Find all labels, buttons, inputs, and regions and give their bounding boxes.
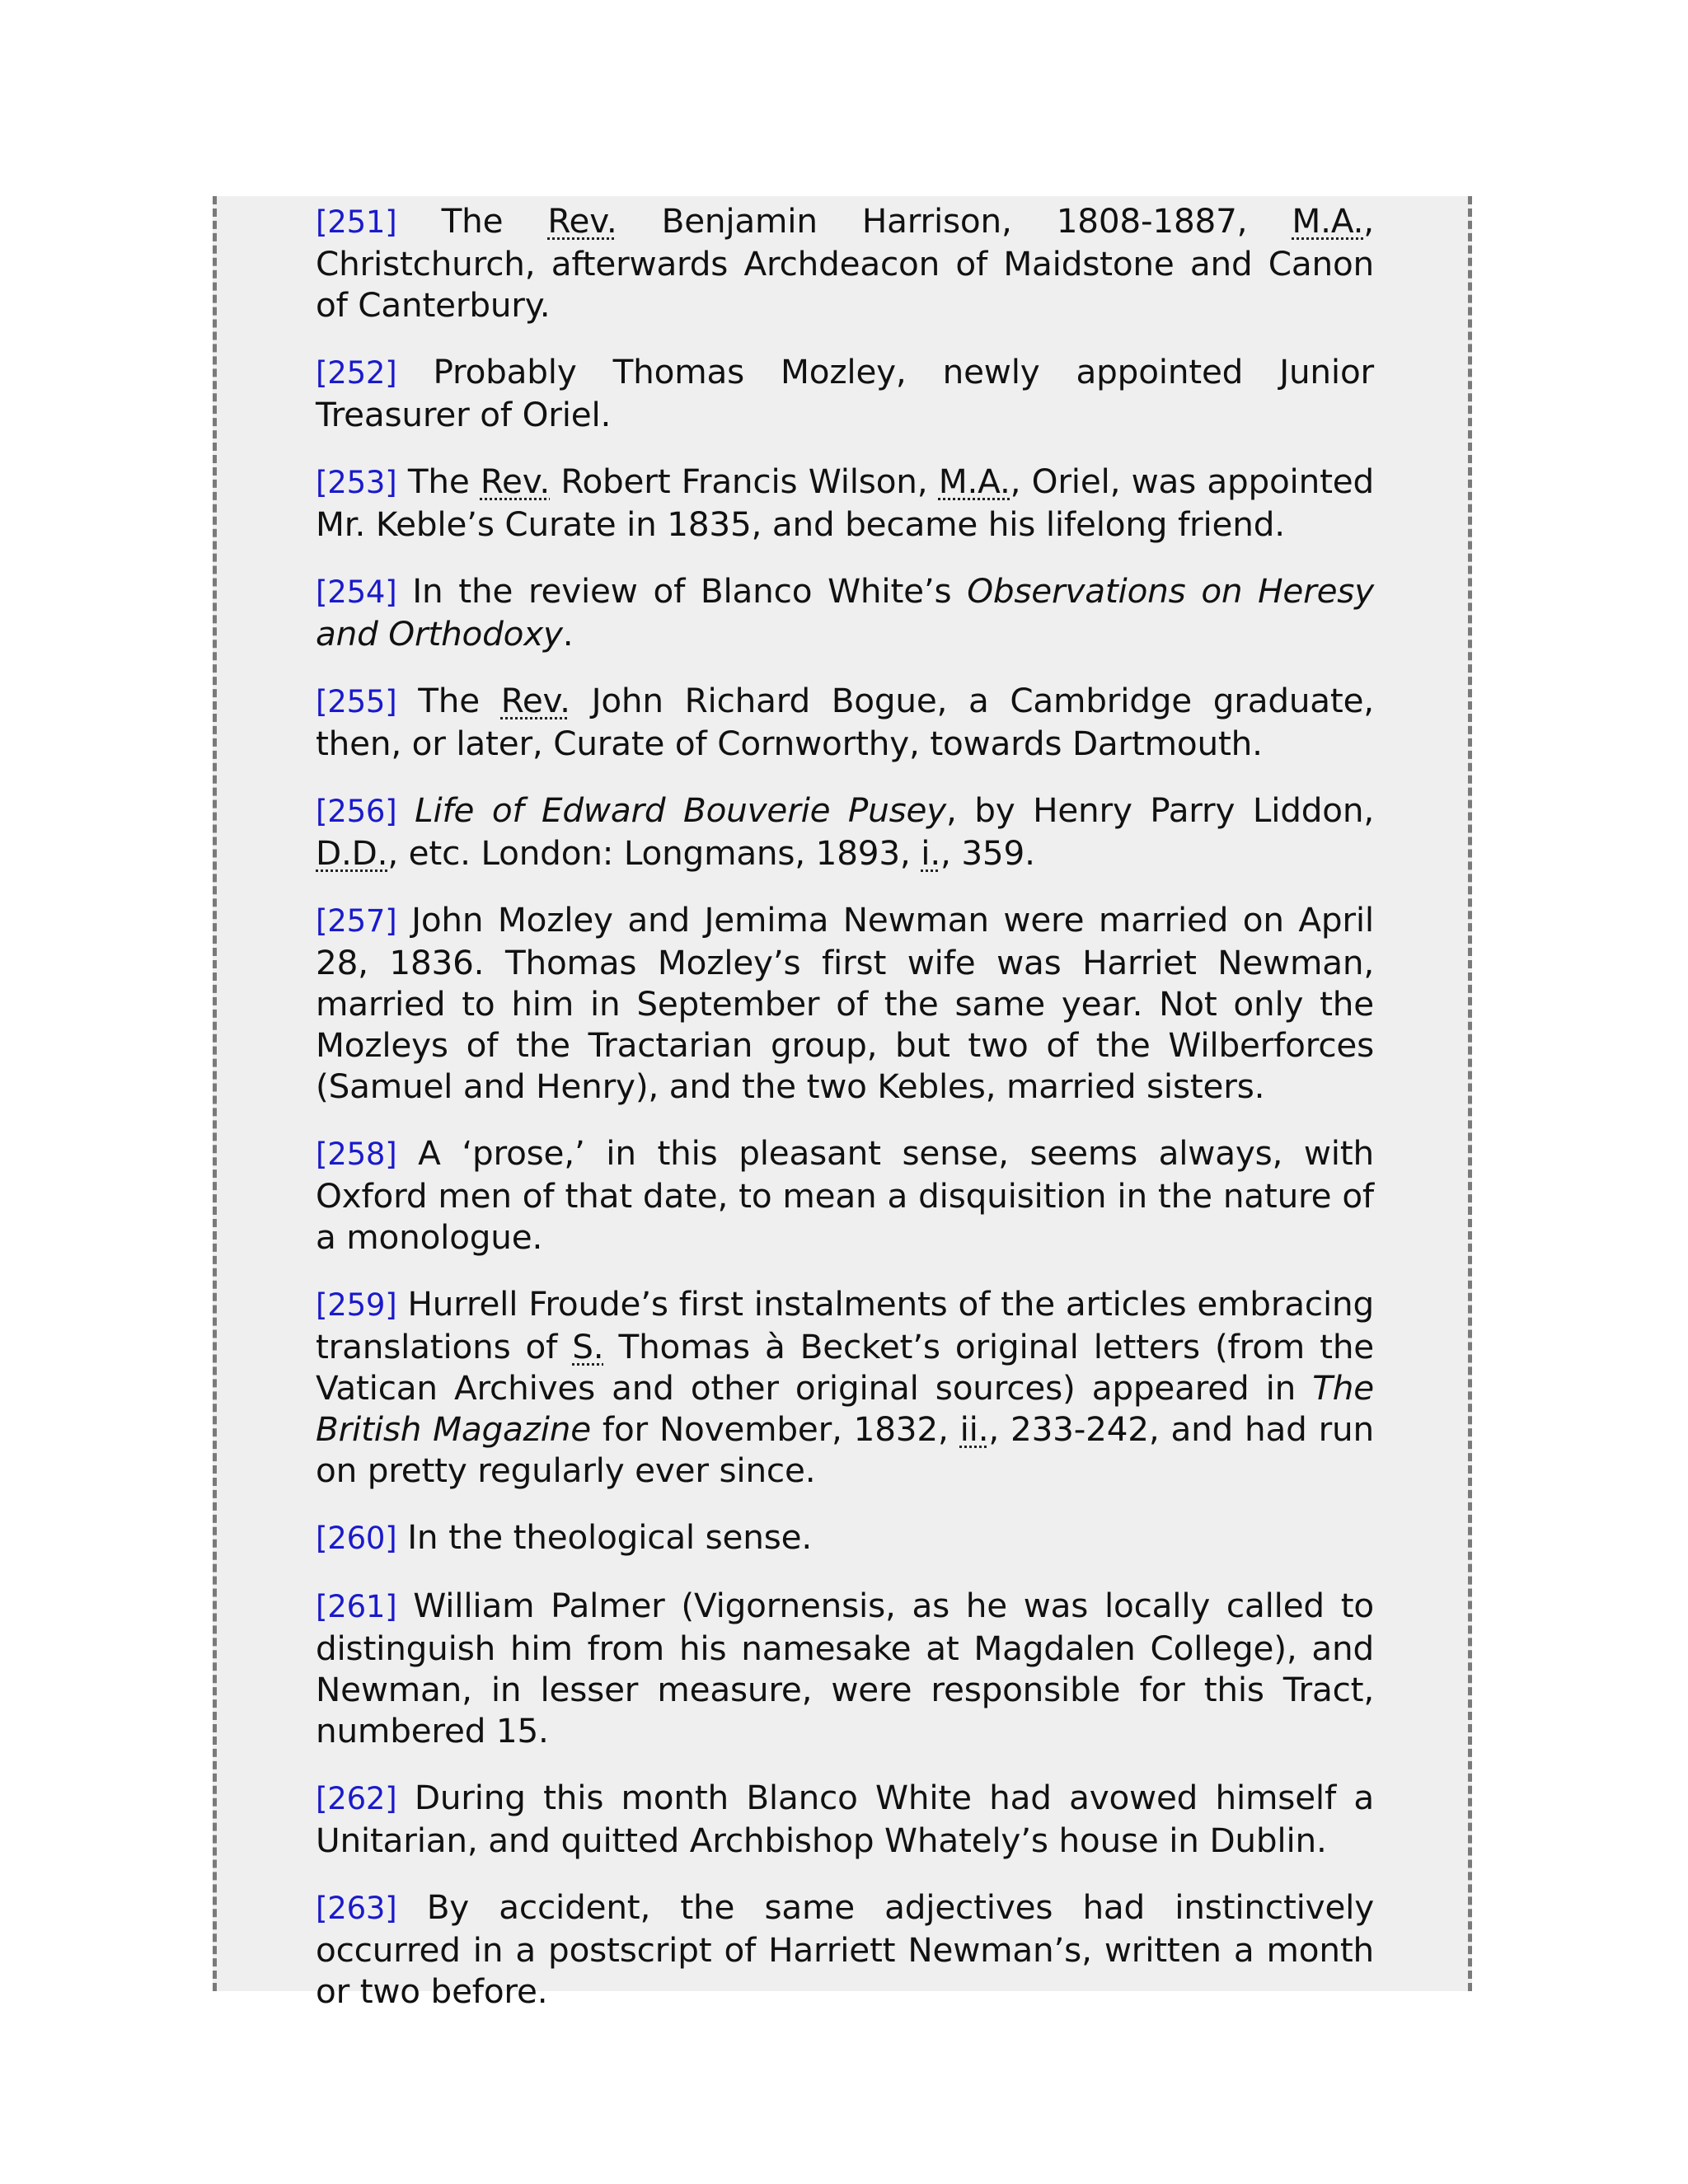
footnote-item [316,680,1374,764]
italic-title: The British Magazine [316,1368,1374,1449]
footnote-text: , Oriel, was appointed Mr. Keble’s Curate in 1835, and became his lifelong friend. [316,462,1374,544]
footnote-text: John Richard Bogue, a Cambridge graduate, then, or later, Curate of Cornworthy, towards Dartmouth. [316,681,1374,763]
footnote-text: Probably Thomas Mozley, newly appointed Junior Treasurer of Oriel. [316,352,1374,434]
footnote-text: , etc. London: Longmans, 1893, [387,833,921,873]
footnote-item [316,200,1374,326]
abbreviation: S. [572,1327,604,1366]
footnote-text: . [562,614,574,654]
footnote-ref-link[interactable]: [256] [316,794,397,829]
footnote-item [316,1283,1374,1491]
abbreviation: Rev. [500,681,570,720]
footnote-text: The [418,681,501,720]
abbreviation: i. [921,833,941,873]
footnote-text: Benjamin Harrison, 1808-1887, [617,201,1292,241]
footnote-text: A ‘prose,’ in this pleasant sense, seems always, with Oxford men of that date, to mean a disquisition in the nature of a monologue. [316,1133,1374,1257]
footnote-text: The [407,462,481,501]
footnote-text: , by Henry Parry Liddon, [945,790,1374,830]
abbreviation: ii. [959,1409,989,1449]
footnote-item [316,570,1374,654]
footnote-text: , 359. [940,833,1035,873]
footnote-ref-link[interactable]: [254] [316,574,397,610]
italic-title: Life of Edward Bouverie Pusey [415,790,946,830]
footnote-text: Thomas à Becket’s original letters (from the Vatican Archives and other original sources) appeared in [316,1327,1375,1408]
footnote-text: Robert Francis Wilson, [550,462,939,501]
footnote-item [316,1516,1374,1559]
footnote-text: In the review of Blanco White’s [412,571,968,611]
footnote-ref-link[interactable]: [262] [316,1781,397,1816]
footnote-ref-link[interactable]: [260] [316,1521,397,1556]
footnote-item [316,1585,1374,1751]
footnote-text: , 233-242, and had run on pretty regularly ever since. [316,1409,1374,1490]
footnote-item [316,899,1374,1107]
footnote-text: for November, 1832, [590,1409,960,1449]
footnote-text: During this month Blanco White had avowed himself a Unitarian, and quitted Archbishop Whately’s house in Dublin. [316,1778,1374,1860]
footnote-item [316,790,1374,874]
footnote-text: The [441,201,548,241]
footnote-text: By accident, the same adjectives had instinctively occurred in a postscript of Harriett Newman’s, written a month or two before. [316,1887,1374,2011]
footnote-ref-link[interactable]: [257] [316,903,397,939]
abbreviation: D.D. [316,833,388,873]
footnote-text: In the theological sense. [407,1517,813,1557]
footnote-ref-link[interactable]: [263] [316,1891,397,1926]
footnote-list [316,200,1374,2037]
abbreviation: Rev. [480,462,551,501]
footnote-item [316,351,1374,435]
footnote-item [316,1886,1374,2012]
footnote-item [316,461,1374,545]
footnote-ref-link[interactable]: [258] [316,1137,397,1172]
footnote-text: John Mozley and Jemima Newman were married on April 28, 1836. Thomas Mozley’s first wife was Harriet Newman, married to him in September of the same year. Not only the Mozleys of the Tractarian group, but two of the Wilberforces (Samuel and Henry), and the two Kebles, married sisters. [316,900,1374,1106]
footnote-text: , Christchurch, afterwards Archdeacon of Maidstone and Canon of Canterbury. [316,201,1374,325]
abbreviation: Rev. [547,201,617,241]
footnote-text: William Palmer (Vigornensis, as he was locally called to distinguish him from his namesake at Magdalen College), and Newman, in lesser measure, were responsible for this Tract, numbered 15. [316,1586,1374,1750]
footnote-ref-link[interactable]: [253] [316,465,397,500]
footnote-ref-link[interactable]: [251] [316,204,397,240]
footnote-ref-link[interactable]: [255] [316,684,397,719]
abbreviation: M.A. [1292,201,1364,241]
footnote-text: Hurrell Froude’s first instalments of the articles embracing translations of [316,1284,1374,1366]
footnote-item [316,1777,1374,1861]
footnote-ref-link[interactable]: [252] [316,355,397,391]
italic-title: Observations on Heresy and Orthodoxy [316,571,1374,654]
footnote-ref-link[interactable]: [259] [316,1287,397,1323]
abbreviation: M.A. [938,462,1010,501]
footnote-item [316,1132,1374,1258]
footnote-ref-link[interactable]: [261] [316,1589,397,1624]
